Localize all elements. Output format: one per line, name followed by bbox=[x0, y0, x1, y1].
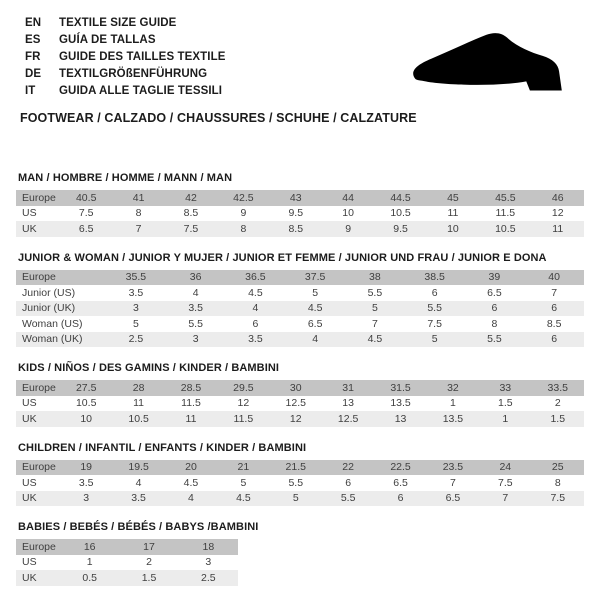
size-value-cell: 27.5 bbox=[60, 380, 112, 396]
size-value-cell: 4.5 bbox=[285, 301, 345, 317]
lang-title: GUÍA DE TALLAS bbox=[59, 34, 156, 46]
size-value-cell: 31.5 bbox=[374, 380, 426, 396]
size-row bbox=[16, 460, 584, 476]
size-value-cell: 2.5 bbox=[106, 332, 166, 348]
size-row bbox=[16, 301, 584, 317]
size-value-cell: 7.5 bbox=[498, 476, 513, 489]
row-label-cell: UK bbox=[16, 570, 60, 586]
size-value-cell: 10.5 bbox=[112, 411, 164, 427]
size-value-cell: 13.5 bbox=[390, 397, 411, 410]
table-title: CHILDREN / INFANTIL / ENFANTS / KINDER / BAMBINI bbox=[18, 441, 307, 454]
size-value-cell: 37.5 bbox=[285, 270, 345, 286]
lang-code: EN bbox=[25, 17, 42, 29]
size-value-cell: 10.5 bbox=[390, 207, 411, 220]
lang-title: TEXTILGRÖßENFÜHRUNG bbox=[59, 68, 208, 80]
size-row bbox=[16, 380, 584, 396]
size-value-cell: 4.5 bbox=[217, 491, 269, 507]
size-value-cell: 16 bbox=[60, 539, 119, 555]
size-value-cell: 11.5 bbox=[495, 207, 516, 220]
size-row bbox=[16, 285, 584, 301]
size-value-cell: 6 bbox=[524, 301, 584, 317]
row-label-cell: Europe bbox=[16, 380, 60, 396]
size-value-cell: 5.5 bbox=[405, 301, 465, 317]
lang-code: IT bbox=[25, 85, 36, 97]
size-value-cell: 22.5 bbox=[374, 460, 426, 476]
size-value-cell: 3.5 bbox=[166, 301, 226, 317]
size-value-cell: 11 bbox=[165, 411, 217, 427]
row-label-cell: Europe bbox=[16, 270, 106, 286]
size-value-cell: 6 bbox=[252, 317, 259, 330]
size-value-cell: 9.5 bbox=[288, 207, 304, 220]
size-value-cell: 5 bbox=[270, 491, 322, 507]
lang-code: DE bbox=[25, 68, 42, 80]
size-value-cell: 8.5 bbox=[183, 207, 199, 220]
size-row bbox=[16, 396, 584, 412]
size-value-cell: 13 bbox=[374, 411, 426, 427]
size-value-cell: 5 bbox=[240, 476, 247, 489]
row-label-cell: UK bbox=[16, 491, 60, 507]
size-value-cell: 7.5 bbox=[427, 317, 442, 330]
size-value-cell: 10.5 bbox=[479, 221, 531, 237]
size-value-cell: 38 bbox=[345, 270, 405, 286]
size-row bbox=[16, 570, 238, 586]
category-heading: FOOTWEAR / CALZADO / CHAUSSURES / SCHUHE / CALZATURE bbox=[20, 111, 417, 125]
size-value-cell: 6 bbox=[465, 301, 525, 317]
size-value-cell: 3.5 bbox=[78, 476, 94, 489]
size-value-cell: 4.5 bbox=[345, 332, 405, 348]
size-value-cell: 6 bbox=[524, 332, 584, 348]
size-value-cell: 44.5 bbox=[374, 190, 426, 206]
size-row bbox=[16, 555, 238, 571]
size-value-cell: 42 bbox=[165, 190, 217, 206]
size-value-cell: 1.5 bbox=[532, 411, 584, 427]
size-row bbox=[16, 316, 584, 332]
size-value-cell: 18 bbox=[179, 539, 238, 555]
size-value-cell: 9 bbox=[240, 207, 247, 220]
size-value-cell: 3 bbox=[166, 332, 226, 348]
size-value-cell: 6 bbox=[431, 286, 438, 299]
size-table bbox=[16, 539, 238, 586]
size-value-cell: 33 bbox=[479, 380, 531, 396]
size-value-cell: 40 bbox=[524, 270, 584, 286]
size-table bbox=[16, 380, 584, 427]
size-value-cell: 4.5 bbox=[183, 476, 199, 489]
lang-title: GUIDA ALLE TAGLIE TESSILI bbox=[59, 85, 223, 97]
size-table-section bbox=[16, 521, 584, 586]
size-row bbox=[16, 475, 584, 491]
size-value-cell: 23.5 bbox=[427, 460, 479, 476]
size-value-cell: 10 bbox=[342, 207, 354, 220]
size-value-cell: 20 bbox=[165, 460, 217, 476]
size-value-cell: 7 bbox=[479, 491, 531, 507]
size-value-cell: 19 bbox=[60, 460, 112, 476]
size-value-cell: 7.5 bbox=[165, 221, 217, 237]
size-value-cell: 4 bbox=[165, 491, 217, 507]
size-value-cell: 6.5 bbox=[307, 317, 323, 330]
row-label-cell: Europe bbox=[16, 460, 60, 476]
size-value-cell: 5 bbox=[312, 286, 319, 299]
size-value-cell: 4 bbox=[285, 332, 345, 348]
size-value-cell: 5 bbox=[405, 332, 465, 348]
size-value-cell: 8 bbox=[554, 476, 561, 489]
size-value-cell: 12 bbox=[270, 411, 322, 427]
size-value-cell: 31 bbox=[322, 380, 374, 396]
size-value-cell: 10.5 bbox=[75, 397, 97, 410]
size-value-cell: 36.5 bbox=[226, 270, 286, 286]
size-value-cell: 13 bbox=[342, 397, 354, 410]
size-value-cell: 11 bbox=[447, 207, 459, 220]
size-value-cell: 4 bbox=[226, 301, 286, 317]
size-table-section bbox=[16, 442, 584, 507]
size-table bbox=[16, 270, 584, 348]
size-value-cell: 3.5 bbox=[112, 491, 164, 507]
size-value-cell: 3 bbox=[205, 556, 212, 569]
size-value-cell: 9 bbox=[322, 221, 374, 237]
size-value-cell: 5.5 bbox=[188, 317, 203, 330]
size-value-cell: 7 bbox=[551, 286, 558, 299]
size-value-cell: 1 bbox=[86, 556, 93, 569]
size-row bbox=[16, 221, 584, 237]
size-value-cell: 22 bbox=[322, 460, 374, 476]
size-value-cell: 3.5 bbox=[226, 332, 286, 348]
size-value-cell: 45.5 bbox=[479, 190, 531, 206]
size-row bbox=[16, 206, 584, 222]
size-value-cell: 4.5 bbox=[248, 286, 263, 299]
size-value-cell: 44 bbox=[322, 190, 374, 206]
row-label-cell: UK bbox=[16, 221, 60, 237]
row-label-cell: Woman (UK) bbox=[16, 332, 106, 348]
size-value-cell: 29.5 bbox=[217, 380, 269, 396]
size-row bbox=[16, 332, 584, 348]
size-value-cell: 9.5 bbox=[374, 221, 426, 237]
size-value-cell: 7.5 bbox=[532, 491, 584, 507]
row-label-cell: US bbox=[22, 556, 37, 569]
row-label-cell: Junior (US) bbox=[22, 286, 76, 299]
lang-title: TEXTILE SIZE GUIDE bbox=[59, 17, 177, 29]
size-value-cell: 6 bbox=[374, 491, 426, 507]
row-label-cell: US bbox=[22, 397, 37, 410]
size-value-cell: 11 bbox=[133, 397, 145, 410]
size-value-cell: 6 bbox=[345, 476, 352, 489]
size-value-cell: 7 bbox=[112, 221, 164, 237]
size-value-cell: 8.5 bbox=[270, 221, 322, 237]
size-value-cell: 25 bbox=[532, 460, 584, 476]
size-value-cell: 12.5 bbox=[322, 411, 374, 427]
size-value-cell: 6.5 bbox=[427, 491, 479, 507]
size-table bbox=[16, 190, 584, 237]
row-label-cell: Europe bbox=[16, 190, 60, 206]
size-value-cell: 28.5 bbox=[165, 380, 217, 396]
size-table-section bbox=[16, 172, 584, 237]
row-label-cell: Europe bbox=[16, 539, 60, 555]
size-value-cell: 21 bbox=[217, 460, 269, 476]
size-value-cell: 10 bbox=[60, 411, 112, 427]
size-value-cell: 2 bbox=[146, 556, 152, 569]
size-value-cell: 17 bbox=[119, 539, 178, 555]
table-title: BABIES / BEBÉS / BÉBÉS / BABYS /BAMBINI bbox=[18, 521, 259, 533]
size-value-cell: 42.5 bbox=[217, 190, 269, 206]
size-row bbox=[16, 491, 584, 507]
size-table-section bbox=[16, 252, 584, 348]
size-value-cell: 2.5 bbox=[179, 570, 238, 586]
size-value-cell: 7.5 bbox=[78, 207, 94, 220]
size-value-cell: 12 bbox=[551, 207, 564, 220]
size-value-cell: 39 bbox=[465, 270, 525, 286]
size-row bbox=[16, 539, 238, 555]
size-value-cell: 13.5 bbox=[427, 411, 479, 427]
size-value-cell: 5 bbox=[345, 301, 405, 317]
size-value-cell: 5 bbox=[132, 317, 139, 330]
size-tables bbox=[16, 172, 584, 586]
size-value-cell: 43 bbox=[270, 190, 322, 206]
size-value-cell: 4 bbox=[192, 286, 199, 299]
size-value-cell: 5.5 bbox=[367, 286, 383, 299]
row-label-cell: US bbox=[22, 207, 37, 220]
lang-code: FR bbox=[25, 51, 41, 63]
size-value-cell: 12.5 bbox=[285, 397, 306, 410]
size-row bbox=[16, 411, 584, 427]
size-value-cell: 5.5 bbox=[288, 476, 304, 489]
size-value-cell: 3 bbox=[60, 491, 112, 507]
size-value-cell: 11 bbox=[532, 221, 584, 237]
size-value-cell: 6.5 bbox=[60, 221, 112, 237]
size-value-cell: 12 bbox=[237, 397, 250, 410]
size-value-cell: 1 bbox=[450, 397, 456, 410]
size-value-cell: 33.5 bbox=[532, 380, 584, 396]
size-table-section bbox=[16, 362, 584, 427]
size-value-cell: 6.5 bbox=[393, 476, 408, 489]
size-value-cell: 2 bbox=[554, 397, 561, 410]
lang-code: ES bbox=[25, 34, 41, 46]
size-row bbox=[16, 270, 584, 286]
row-label-cell: US bbox=[22, 476, 37, 489]
size-value-cell: 1.5 bbox=[498, 397, 513, 410]
size-value-cell: 8 bbox=[217, 221, 269, 237]
size-value-cell: 30 bbox=[270, 380, 322, 396]
size-row bbox=[16, 190, 584, 206]
size-value-cell: 35.5 bbox=[106, 270, 166, 286]
size-value-cell: 36 bbox=[166, 270, 226, 286]
table-title: KIDS / NIÑOS / DES GAMINS / KINDER / BAMBINI bbox=[18, 362, 280, 374]
size-value-cell: 40.5 bbox=[60, 190, 112, 206]
size-value-cell: 4 bbox=[135, 476, 142, 489]
size-value-cell: 1.5 bbox=[119, 570, 178, 586]
size-value-cell: 38.5 bbox=[405, 270, 465, 286]
size-value-cell: 8 bbox=[135, 207, 142, 220]
size-value-cell: 7 bbox=[371, 317, 378, 330]
size-value-cell: 0.5 bbox=[60, 570, 119, 586]
row-label-cell: UK bbox=[16, 411, 60, 427]
size-value-cell: 3 bbox=[106, 301, 166, 317]
size-value-cell: 8.5 bbox=[546, 317, 562, 330]
shoe-icon bbox=[396, 24, 580, 106]
size-value-cell: 11.5 bbox=[217, 411, 269, 427]
size-value-cell: 21.5 bbox=[270, 460, 322, 476]
table-title: JUNIOR & WOMAN / JUNIOR Y MUJER / JUNIOR ET FEMME / JUNIOR UND FRAU / JUNIOR E DONA bbox=[18, 251, 547, 264]
size-value-cell: 46 bbox=[532, 190, 584, 206]
size-value-cell: 3.5 bbox=[128, 286, 144, 299]
size-value-cell: 1 bbox=[479, 411, 531, 427]
size-value-cell: 5.5 bbox=[322, 491, 374, 507]
size-value-cell: 24 bbox=[479, 460, 531, 476]
size-value-cell: 19.5 bbox=[112, 460, 164, 476]
size-value-cell: 5.5 bbox=[465, 332, 525, 348]
size-table bbox=[16, 460, 584, 507]
size-value-cell: 41 bbox=[112, 190, 164, 206]
size-value-cell: 32 bbox=[427, 380, 479, 396]
size-value-cell: 11.5 bbox=[181, 397, 201, 410]
row-label-cell: Junior (UK) bbox=[16, 301, 106, 317]
size-value-cell: 8 bbox=[491, 317, 498, 330]
size-value-cell: 7 bbox=[450, 476, 456, 489]
size-value-cell: 28 bbox=[112, 380, 164, 396]
table-title: MAN / HOMBRE / HOMME / MANN / MAN bbox=[18, 172, 233, 184]
row-label-cell: Woman (US) bbox=[22, 317, 83, 330]
lang-title: GUIDE DES TAILLES TEXTILE bbox=[59, 51, 226, 63]
size-value-cell: 6.5 bbox=[487, 286, 502, 299]
size-value-cell: 10 bbox=[427, 221, 479, 237]
size-value-cell: 45 bbox=[427, 190, 479, 206]
